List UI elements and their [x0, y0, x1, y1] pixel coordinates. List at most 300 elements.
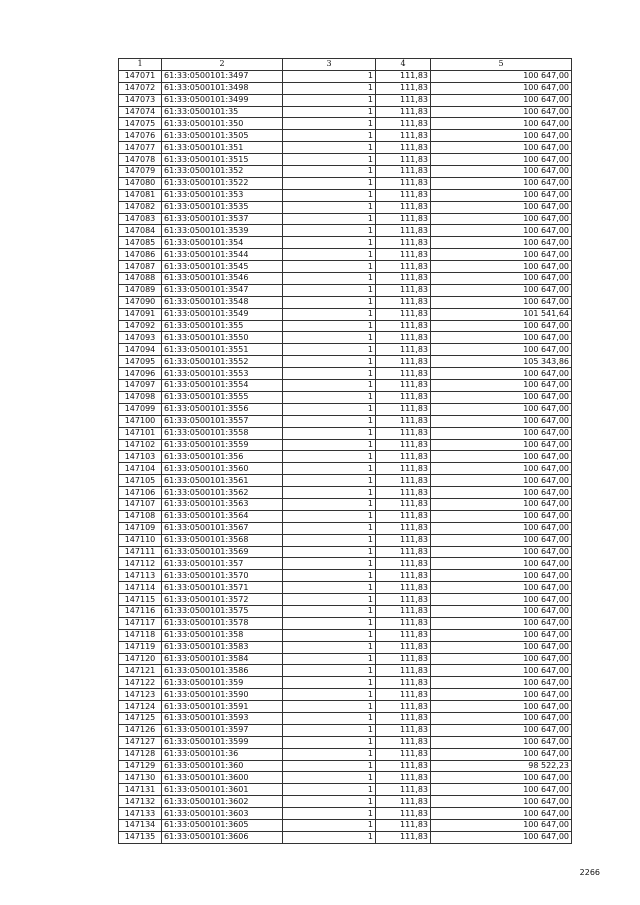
value-cell: 100 647,00 — [431, 142, 572, 154]
area-cell: 111,83 — [376, 451, 431, 463]
cadastral-number-cell: 61:33:0500101:3603 — [162, 808, 283, 820]
row-number-cell: 147088 — [119, 273, 162, 285]
table-row — [119, 273, 572, 285]
value-cell: 100 647,00 — [431, 641, 572, 653]
cadastral-number-cell: 61:33:0500101:355 — [162, 320, 283, 332]
table-row — [119, 808, 572, 820]
table-row — [119, 368, 572, 380]
count-cell: 1 — [283, 344, 376, 356]
table-row — [119, 498, 572, 510]
count-cell: 1 — [283, 189, 376, 201]
cadastral-number-cell: 61:33:0500101:3606 — [162, 831, 283, 843]
table-row — [119, 70, 572, 82]
cadastral-number-cell: 61:33:0500101:3597 — [162, 724, 283, 736]
area-cell: 111,83 — [376, 356, 431, 368]
table-row — [119, 724, 572, 736]
row-number-cell: 147083 — [119, 213, 162, 225]
table-row — [119, 344, 572, 356]
table-row — [119, 403, 572, 415]
area-cell: 111,83 — [376, 617, 431, 629]
area-cell: 111,83 — [376, 724, 431, 736]
count-cell: 1 — [283, 712, 376, 724]
area-cell: 111,83 — [376, 391, 431, 403]
count-cell: 1 — [283, 820, 376, 832]
count-cell: 1 — [283, 510, 376, 522]
cadastral-number-cell: 61:33:0500101:353 — [162, 189, 283, 201]
cadastral-number-cell: 61:33:0500101:3551 — [162, 344, 283, 356]
value-cell: 100 647,00 — [431, 784, 572, 796]
count-cell: 1 — [283, 380, 376, 392]
table-row — [119, 689, 572, 701]
table-row — [119, 118, 572, 130]
count-cell: 1 — [283, 154, 376, 166]
area-cell: 111,83 — [376, 177, 431, 189]
area-cell: 111,83 — [376, 487, 431, 499]
count-cell: 1 — [283, 463, 376, 475]
value-cell: 100 647,00 — [431, 332, 572, 344]
cadastral-number-cell: 61:33:0500101:358 — [162, 629, 283, 641]
row-number-cell: 147076 — [119, 130, 162, 142]
value-cell: 100 647,00 — [431, 189, 572, 201]
row-number-cell: 147079 — [119, 166, 162, 178]
count-cell: 1 — [283, 558, 376, 570]
table-row — [119, 237, 572, 249]
column-header-1: 1 — [119, 59, 162, 71]
row-number-cell: 147112 — [119, 558, 162, 570]
count-cell: 1 — [283, 665, 376, 677]
value-cell: 100 647,00 — [431, 748, 572, 760]
area-cell: 111,83 — [376, 712, 431, 724]
table-row — [119, 831, 572, 843]
area-cell: 111,83 — [376, 594, 431, 606]
value-cell: 100 647,00 — [431, 439, 572, 451]
area-cell: 111,83 — [376, 772, 431, 784]
row-number-cell: 147110 — [119, 534, 162, 546]
value-cell: 100 647,00 — [431, 70, 572, 82]
value-cell: 100 647,00 — [431, 320, 572, 332]
count-cell: 1 — [283, 451, 376, 463]
cadastral-number-cell: 61:33:0500101:3515 — [162, 154, 283, 166]
row-number-cell: 147094 — [119, 344, 162, 356]
cadastral-number-cell: 61:33:0500101:3545 — [162, 261, 283, 273]
value-cell: 100 647,00 — [431, 594, 572, 606]
cadastral-number-cell: 61:33:0500101:3553 — [162, 368, 283, 380]
cadastral-number-cell: 61:33:0500101:3539 — [162, 225, 283, 237]
value-cell: 100 647,00 — [431, 166, 572, 178]
area-cell: 111,83 — [376, 308, 431, 320]
area-cell: 111,83 — [376, 784, 431, 796]
area-cell: 111,83 — [376, 94, 431, 106]
cadastral-number-cell: 61:33:0500101:3571 — [162, 582, 283, 594]
area-cell: 111,83 — [376, 558, 431, 570]
cadastral-number-cell: 61:33:0500101:3572 — [162, 594, 283, 606]
count-cell: 1 — [283, 130, 376, 142]
cadastral-number-cell: 61:33:0500101:3548 — [162, 296, 283, 308]
row-number-cell: 147134 — [119, 820, 162, 832]
table-row — [119, 332, 572, 344]
cadastral-number-cell: 61:33:0500101:3558 — [162, 427, 283, 439]
cadastral-number-cell: 61:33:0500101:3575 — [162, 605, 283, 617]
cadastral-number-cell: 61:33:0500101:3549 — [162, 308, 283, 320]
value-cell: 100 647,00 — [431, 534, 572, 546]
row-number-cell: 147126 — [119, 724, 162, 736]
count-cell: 1 — [283, 594, 376, 606]
count-cell: 1 — [283, 641, 376, 653]
row-number-cell: 147131 — [119, 784, 162, 796]
cadastral-number-cell: 61:33:0500101:3583 — [162, 641, 283, 653]
value-cell: 100 647,00 — [431, 558, 572, 570]
row-number-cell: 147117 — [119, 617, 162, 629]
row-number-cell: 147093 — [119, 332, 162, 344]
table-row — [119, 427, 572, 439]
count-cell: 1 — [283, 546, 376, 558]
cadastral-number-cell: 61:33:0500101:3547 — [162, 284, 283, 296]
area-cell: 111,83 — [376, 284, 431, 296]
area-cell: 111,83 — [376, 225, 431, 237]
table-row — [119, 617, 572, 629]
row-number-cell: 147132 — [119, 796, 162, 808]
count-cell: 1 — [283, 261, 376, 273]
count-cell: 1 — [283, 166, 376, 178]
row-number-cell: 147135 — [119, 831, 162, 843]
row-number-cell: 147109 — [119, 522, 162, 534]
area-cell: 111,83 — [376, 237, 431, 249]
table-row — [119, 748, 572, 760]
table-row — [119, 308, 572, 320]
row-number-cell: 147080 — [119, 177, 162, 189]
row-number-cell: 147129 — [119, 760, 162, 772]
row-number-cell: 147113 — [119, 570, 162, 582]
count-cell: 1 — [283, 213, 376, 225]
column-header-4: 4 — [376, 59, 431, 71]
value-cell: 100 647,00 — [431, 475, 572, 487]
area-cell: 111,83 — [376, 368, 431, 380]
value-cell: 100 647,00 — [431, 546, 572, 558]
table-row — [119, 677, 572, 689]
cadastral-number-cell: 61:33:0500101:3570 — [162, 570, 283, 582]
value-cell: 100 647,00 — [431, 118, 572, 130]
count-cell: 1 — [283, 701, 376, 713]
row-number-cell: 147123 — [119, 689, 162, 701]
area-cell: 111,83 — [376, 415, 431, 427]
area-cell: 111,83 — [376, 130, 431, 142]
value-cell: 100 647,00 — [431, 510, 572, 522]
area-cell: 111,83 — [376, 273, 431, 285]
count-cell: 1 — [283, 724, 376, 736]
cadastral-number-cell: 61:33:0500101:3590 — [162, 689, 283, 701]
row-number-cell: 147084 — [119, 225, 162, 237]
row-number-cell: 147091 — [119, 308, 162, 320]
cadastral-number-cell: 61:33:0500101:3567 — [162, 522, 283, 534]
area-cell: 111,83 — [376, 249, 431, 261]
cadastral-number-cell: 61:33:0500101:36 — [162, 748, 283, 760]
value-cell: 100 647,00 — [431, 463, 572, 475]
area-cell: 111,83 — [376, 641, 431, 653]
area-cell: 111,83 — [376, 261, 431, 273]
table-row — [119, 594, 572, 606]
cadastral-number-cell: 61:33:0500101:360 — [162, 760, 283, 772]
count-cell: 1 — [283, 582, 376, 594]
row-number-cell: 147081 — [119, 189, 162, 201]
count-cell: 1 — [283, 617, 376, 629]
area-cell: 111,83 — [376, 118, 431, 130]
table-row — [119, 380, 572, 392]
row-number-cell: 147104 — [119, 463, 162, 475]
table-row — [119, 213, 572, 225]
count-cell: 1 — [283, 177, 376, 189]
value-cell: 100 647,00 — [431, 415, 572, 427]
table-row — [119, 249, 572, 261]
row-number-cell: 147106 — [119, 487, 162, 499]
count-cell: 1 — [283, 415, 376, 427]
area-cell: 111,83 — [376, 546, 431, 558]
value-cell: 100 647,00 — [431, 831, 572, 843]
count-cell: 1 — [283, 784, 376, 796]
table-row — [119, 760, 572, 772]
cadastral-number-cell: 61:33:0500101:3546 — [162, 273, 283, 285]
table-row — [119, 142, 572, 154]
column-header-3: 3 — [283, 59, 376, 71]
area-cell: 111,83 — [376, 154, 431, 166]
value-cell: 100 647,00 — [431, 522, 572, 534]
value-cell: 100 647,00 — [431, 82, 572, 94]
value-cell: 100 647,00 — [431, 237, 572, 249]
count-cell: 1 — [283, 94, 376, 106]
row-number-cell: 147118 — [119, 629, 162, 641]
value-cell: 100 647,00 — [431, 772, 572, 784]
cadastral-number-cell: 61:33:0500101:356 — [162, 451, 283, 463]
table-row — [119, 475, 572, 487]
table-row — [119, 487, 572, 499]
row-number-cell: 147124 — [119, 701, 162, 713]
row-number-cell: 147111 — [119, 546, 162, 558]
table-row — [119, 784, 572, 796]
value-cell: 100 647,00 — [431, 201, 572, 213]
cadastral-number-cell: 61:33:0500101:3568 — [162, 534, 283, 546]
count-cell: 1 — [283, 796, 376, 808]
area-cell: 111,83 — [376, 344, 431, 356]
row-number-cell: 147072 — [119, 82, 162, 94]
table-row — [119, 439, 572, 451]
cadastral-number-cell: 61:33:0500101:3522 — [162, 177, 283, 189]
value-cell: 105 343,86 — [431, 356, 572, 368]
area-cell: 111,83 — [376, 213, 431, 225]
cadastral-number-cell: 61:33:0500101:3557 — [162, 415, 283, 427]
cadastral-number-cell: 61:33:0500101:359 — [162, 677, 283, 689]
count-cell: 1 — [283, 201, 376, 213]
table-row — [119, 106, 572, 118]
count-cell: 1 — [283, 70, 376, 82]
row-number-cell: 147120 — [119, 653, 162, 665]
table-row — [119, 463, 572, 475]
value-cell: 100 647,00 — [431, 820, 572, 832]
row-number-cell: 147092 — [119, 320, 162, 332]
value-cell: 100 647,00 — [431, 380, 572, 392]
value-cell: 100 647,00 — [431, 106, 572, 118]
value-cell: 100 647,00 — [431, 653, 572, 665]
row-number-cell: 147130 — [119, 772, 162, 784]
table-row — [119, 570, 572, 582]
row-number-cell: 147095 — [119, 356, 162, 368]
table-row — [119, 605, 572, 617]
cadastral-number-cell: 61:33:0500101:3599 — [162, 736, 283, 748]
cadastral-number-cell: 61:33:0500101:3535 — [162, 201, 283, 213]
cadastral-number-cell: 61:33:0500101:3537 — [162, 213, 283, 225]
row-number-cell: 147101 — [119, 427, 162, 439]
count-cell: 1 — [283, 677, 376, 689]
row-number-cell: 147103 — [119, 451, 162, 463]
row-number-cell: 147098 — [119, 391, 162, 403]
row-number-cell: 147127 — [119, 736, 162, 748]
area-cell: 111,83 — [376, 534, 431, 546]
count-cell: 1 — [283, 368, 376, 380]
value-cell: 100 647,00 — [431, 570, 572, 582]
area-cell: 111,83 — [376, 332, 431, 344]
count-cell: 1 — [283, 629, 376, 641]
area-cell: 111,83 — [376, 498, 431, 510]
area-cell: 111,83 — [376, 106, 431, 118]
value-cell: 100 647,00 — [431, 368, 572, 380]
value-cell: 100 647,00 — [431, 154, 572, 166]
area-cell: 111,83 — [376, 403, 431, 415]
value-cell: 101 541,64 — [431, 308, 572, 320]
value-cell: 100 647,00 — [431, 177, 572, 189]
value-cell: 100 647,00 — [431, 487, 572, 499]
value-cell: 100 647,00 — [431, 736, 572, 748]
area-cell: 111,83 — [376, 760, 431, 772]
area-cell: 111,83 — [376, 82, 431, 94]
area-cell: 111,83 — [376, 201, 431, 213]
cadastral-number-cell: 61:33:0500101:350 — [162, 118, 283, 130]
row-number-cell: 147108 — [119, 510, 162, 522]
area-cell: 111,83 — [376, 605, 431, 617]
cadastral-number-cell: 61:33:0500101:3556 — [162, 403, 283, 415]
table-row — [119, 451, 572, 463]
count-cell: 1 — [283, 689, 376, 701]
row-number-cell: 147133 — [119, 808, 162, 820]
cadastral-number-cell: 61:33:0500101:3499 — [162, 94, 283, 106]
table-row — [119, 391, 572, 403]
value-cell: 100 647,00 — [431, 296, 572, 308]
cadastral-number-cell: 61:33:0500101:3564 — [162, 510, 283, 522]
area-cell: 111,83 — [376, 582, 431, 594]
row-number-cell: 147121 — [119, 665, 162, 677]
value-cell: 100 647,00 — [431, 451, 572, 463]
value-cell: 100 647,00 — [431, 498, 572, 510]
table-body — [119, 70, 572, 843]
cadastral-number-cell: 61:33:0500101:351 — [162, 142, 283, 154]
row-number-cell: 147122 — [119, 677, 162, 689]
area-cell: 111,83 — [376, 475, 431, 487]
count-cell: 1 — [283, 284, 376, 296]
area-cell: 111,83 — [376, 463, 431, 475]
value-cell: 100 647,00 — [431, 712, 572, 724]
count-cell: 1 — [283, 498, 376, 510]
area-cell: 111,83 — [376, 320, 431, 332]
value-cell: 100 647,00 — [431, 130, 572, 142]
table-row — [119, 130, 572, 142]
value-cell: 100 647,00 — [431, 689, 572, 701]
count-cell: 1 — [283, 522, 376, 534]
area-cell: 111,83 — [376, 748, 431, 760]
cadastral-number-cell: 61:33:0500101:3602 — [162, 796, 283, 808]
row-number-cell: 147085 — [119, 237, 162, 249]
count-cell: 1 — [283, 808, 376, 820]
area-cell: 111,83 — [376, 796, 431, 808]
table-row — [119, 225, 572, 237]
value-cell: 100 647,00 — [431, 677, 572, 689]
count-cell: 1 — [283, 439, 376, 451]
row-number-cell: 147119 — [119, 641, 162, 653]
table-row — [119, 712, 572, 724]
area-cell: 111,83 — [376, 439, 431, 451]
area-cell: 111,83 — [376, 189, 431, 201]
cadastral-number-cell: 61:33:0500101:3550 — [162, 332, 283, 344]
table-row — [119, 558, 572, 570]
table-row — [119, 534, 572, 546]
table-row — [119, 653, 572, 665]
table-row — [119, 641, 572, 653]
row-number-cell: 147075 — [119, 118, 162, 130]
count-cell: 1 — [283, 82, 376, 94]
cadastral-number-cell: 61:33:0500101:3559 — [162, 439, 283, 451]
row-number-cell: 147071 — [119, 70, 162, 82]
row-number-cell: 147100 — [119, 415, 162, 427]
table-row — [119, 546, 572, 558]
area-cell: 111,83 — [376, 142, 431, 154]
cadastral-number-cell: 61:33:0500101:354 — [162, 237, 283, 249]
value-cell: 100 647,00 — [431, 261, 572, 273]
table-row — [119, 189, 572, 201]
cadastral-number-cell: 61:33:0500101:3578 — [162, 617, 283, 629]
cadastral-number-cell: 61:33:0500101:3555 — [162, 391, 283, 403]
table-row — [119, 772, 572, 784]
table-row — [119, 82, 572, 94]
table-row — [119, 736, 572, 748]
count-cell: 1 — [283, 356, 376, 368]
count-cell: 1 — [283, 249, 376, 261]
cadastral-number-cell: 61:33:0500101:357 — [162, 558, 283, 570]
area-cell: 111,83 — [376, 570, 431, 582]
row-number-cell: 147097 — [119, 380, 162, 392]
row-number-cell: 147078 — [119, 154, 162, 166]
value-cell: 100 647,00 — [431, 582, 572, 594]
table-row — [119, 320, 572, 332]
value-cell: 100 647,00 — [431, 213, 572, 225]
count-cell: 1 — [283, 273, 376, 285]
cadastral-number-cell: 61:33:0500101:3591 — [162, 701, 283, 713]
count-cell: 1 — [283, 760, 376, 772]
count-cell: 1 — [283, 736, 376, 748]
count-cell: 1 — [283, 332, 376, 344]
count-cell: 1 — [283, 225, 376, 237]
cadastral-number-cell: 61:33:0500101:3560 — [162, 463, 283, 475]
value-cell: 98 522,23 — [431, 760, 572, 772]
value-cell: 100 647,00 — [431, 273, 572, 285]
value-cell: 100 647,00 — [431, 605, 572, 617]
area-cell: 111,83 — [376, 689, 431, 701]
table-row — [119, 166, 572, 178]
table-row — [119, 177, 572, 189]
area-cell: 111,83 — [376, 736, 431, 748]
cadastral-number-cell: 61:33:0500101:3544 — [162, 249, 283, 261]
count-cell: 1 — [283, 475, 376, 487]
area-cell: 111,83 — [376, 653, 431, 665]
value-cell: 100 647,00 — [431, 391, 572, 403]
area-cell: 111,83 — [376, 522, 431, 534]
table-row — [119, 510, 572, 522]
count-cell: 1 — [283, 653, 376, 665]
